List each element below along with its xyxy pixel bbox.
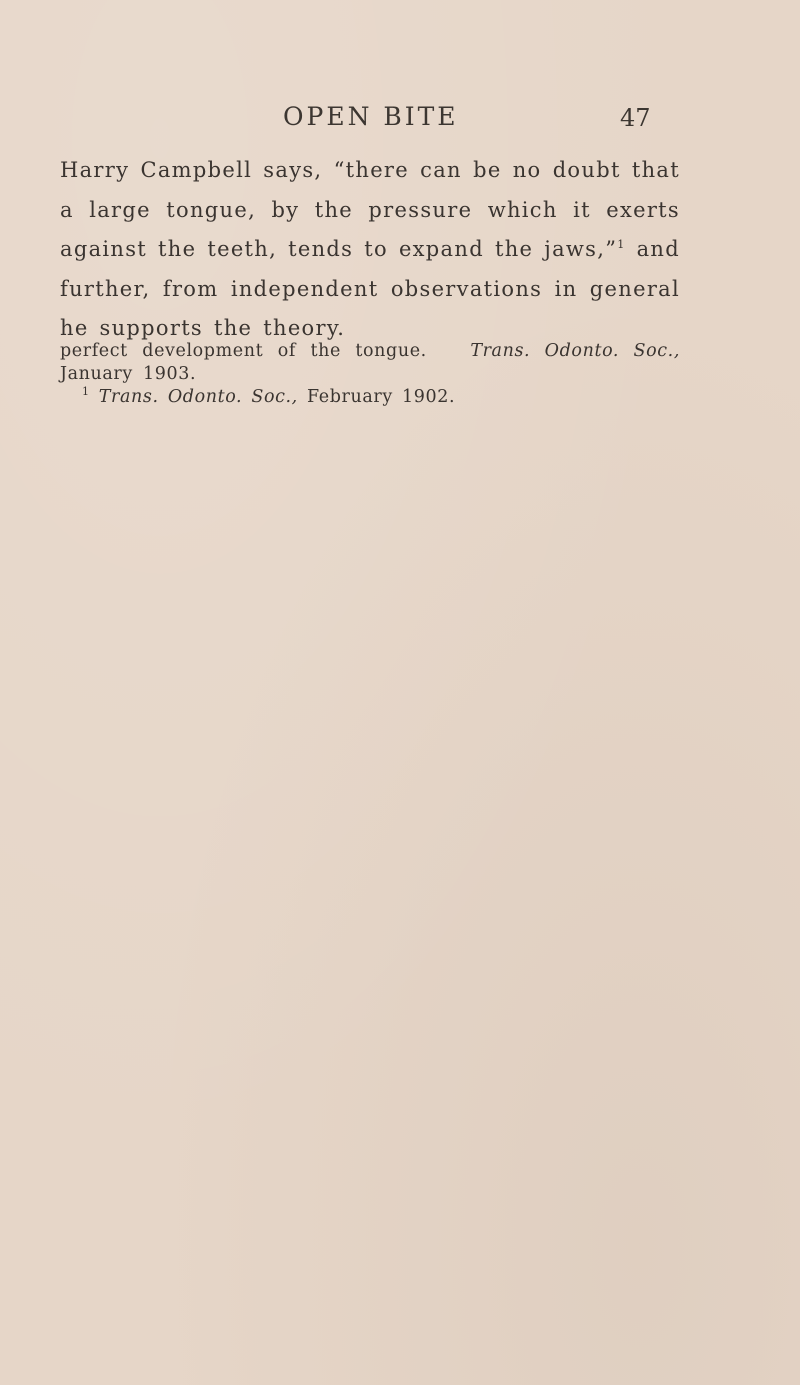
footnote-reference: 1	[617, 238, 626, 251]
footnote-continuation-journal: Trans. Odonto. Soc.,	[470, 341, 680, 361]
footnotes	[60, 340, 680, 409]
footnote-1-date: February 1902.	[307, 387, 456, 407]
footnote-1-journal: Trans. Odonto. Soc.,	[98, 387, 298, 407]
footnote-continuation-text: perfect development of the tongue.	[60, 341, 427, 361]
footnote-continuation	[60, 340, 680, 386]
page-number: 47	[620, 104, 651, 132]
running-title: OPEN BITE	[283, 102, 459, 131]
footnote-1-marker: 1	[82, 385, 90, 399]
body-paragraph	[60, 151, 680, 349]
body-text-part-1: Harry Campbell says, “there can be no doubt that a large tongue, by the pressure which it exerts against the teeth, tends to expand the jaws,”	[60, 158, 680, 261]
page-header	[0, 100, 800, 140]
footnote-continuation-date: January 1903.	[60, 364, 197, 384]
body-text-part-2: and further, from independent observations in general he supports the theory.	[60, 237, 680, 340]
footnote-1	[82, 386, 680, 409]
